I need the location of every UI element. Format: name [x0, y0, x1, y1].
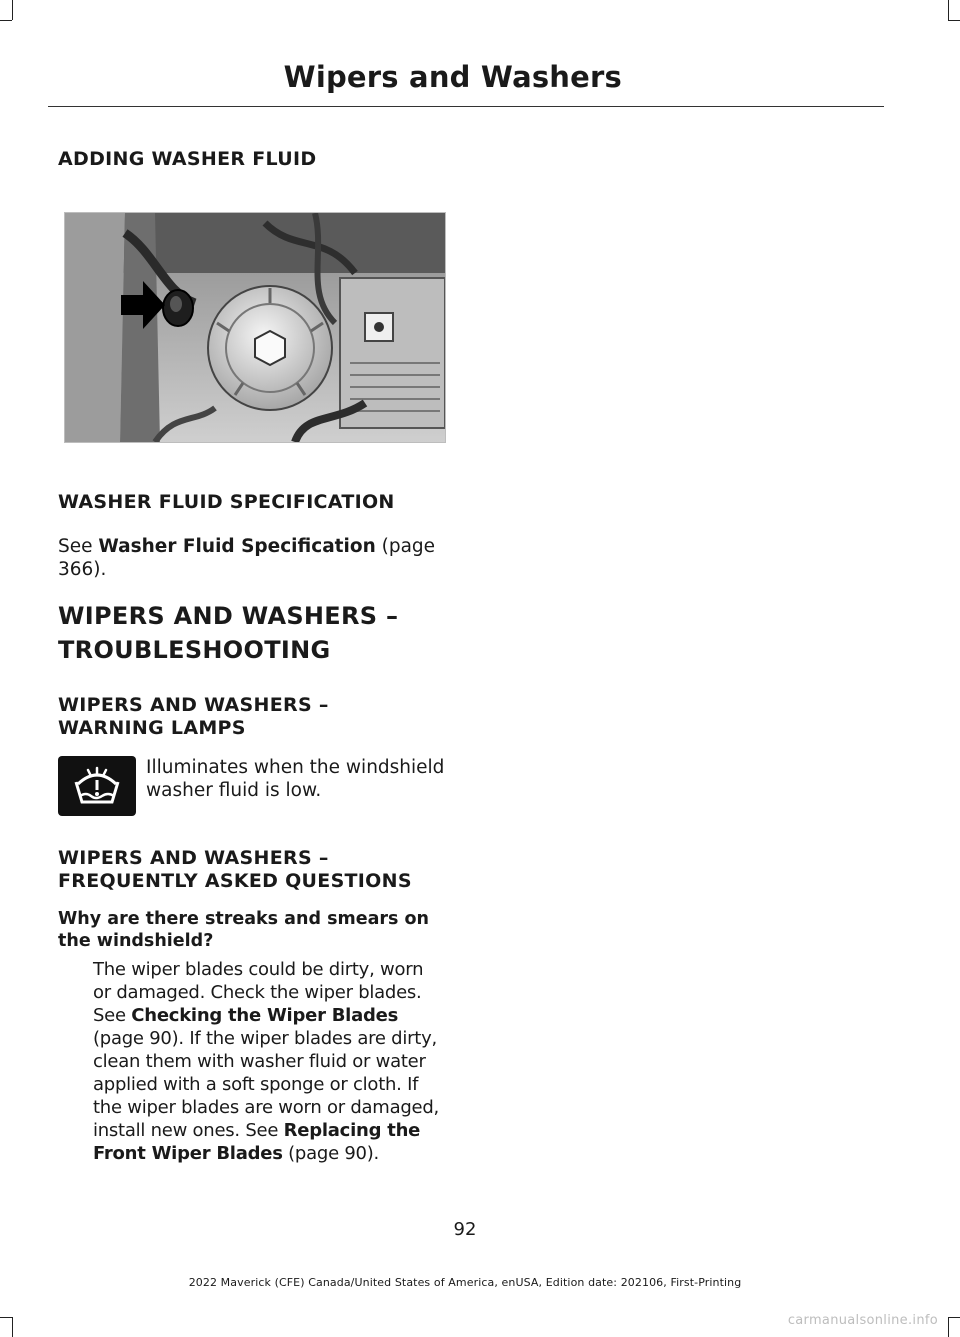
pointer-arrow-icon — [121, 281, 165, 329]
section-heading-troubleshooting — [58, 601, 398, 665]
answer-line: The wiper blades could be dirty, worn — [93, 959, 424, 980]
lamp-text-line2: washer fluid is low. — [146, 780, 322, 801]
crop-mark — [948, 20, 960, 21]
crop-mark — [948, 1317, 960, 1318]
faq-heading-line1: WIPERS AND WASHERS – — [58, 847, 329, 869]
answer-line: or damaged. Check the wiper blades. — [93, 982, 422, 1003]
faq-heading-line2: FREQUENTLY ASKED QUESTIONS — [58, 870, 412, 892]
replacing-front-wiper-blades-link-cont[interactable]: Front Wiper Blades — [93, 1143, 283, 1164]
warning-lamps-heading-line2: WARNING LAMPS — [58, 717, 246, 739]
checking-wiper-blades-link[interactable]: Checking the Wiper Blades — [131, 1005, 399, 1026]
replacing-front-wiper-blades-link[interactable]: Replacing the — [283, 1120, 421, 1141]
crop-mark — [0, 1317, 12, 1318]
crop-mark — [948, 0, 949, 20]
crop-mark — [12, 0, 13, 20]
warning-lamp-description — [146, 756, 456, 802]
page-footer: 2022 Maverick (CFE) Canada/United States of America, enUSA, Edition date: 202106, First-Printing — [188, 1276, 742, 1289]
engine-bay-figure — [64, 212, 446, 443]
answer-line: clean them with washer fluid or water — [93, 1051, 426, 1072]
answer-line — [93, 1004, 453, 1027]
crop-mark — [0, 20, 12, 21]
lamp-text-line1: Illuminates when the windshield — [146, 757, 445, 778]
washer-fluid-low-lamp — [58, 756, 136, 816]
washer-fluid-low-icon — [58, 756, 136, 816]
section-heading-washer-fluid-specification: WASHER FLUID SPECIFICATION — [58, 491, 395, 513]
faq-answer — [93, 958, 453, 1165]
watermark: carmanualsonline.info — [787, 1313, 938, 1328]
crop-mark — [12, 1317, 13, 1337]
crop-mark — [948, 1317, 949, 1337]
section-heading-adding-washer-fluid: ADDING WASHER FLUID — [58, 148, 317, 170]
answer-line: the wiper blades are worn or damaged, — [93, 1097, 439, 1118]
specification-reference — [58, 535, 448, 581]
washer-fluid-specification-link[interactable]: Washer Fluid Specification — [98, 536, 376, 557]
page-header-title: Wipers and Washers — [283, 60, 622, 94]
answer-line: applied with a soft sponge or cloth. If — [93, 1074, 419, 1095]
see-text: See — [93, 1005, 132, 1026]
answer-text: (page 90). — [282, 1143, 380, 1164]
section-heading-warning-lamps — [58, 694, 329, 740]
section-heading-faq — [58, 847, 412, 893]
answer-line — [93, 1119, 453, 1142]
faq-question: Why are there streaks and smears on the windshield? — [58, 909, 430, 951]
troubleshooting-heading-line1: WIPERS AND WASHERS – — [58, 602, 399, 630]
troubleshooting-heading-line2: TROUBLESHOOTING — [58, 636, 331, 664]
answer-line: (page 90). If the wiper blades are dirty, — [93, 1028, 437, 1049]
page-ref-number: 366). — [58, 559, 107, 580]
answer-line — [93, 1142, 453, 1165]
see-text: See — [58, 536, 99, 557]
page-ref-text: (page — [375, 536, 436, 557]
answer-text: install new ones. See — [93, 1120, 284, 1141]
header-divider — [48, 106, 884, 107]
warning-lamps-heading-line1: WIPERS AND WASHERS – — [58, 694, 329, 716]
page-number: 92 — [453, 1219, 477, 1240]
